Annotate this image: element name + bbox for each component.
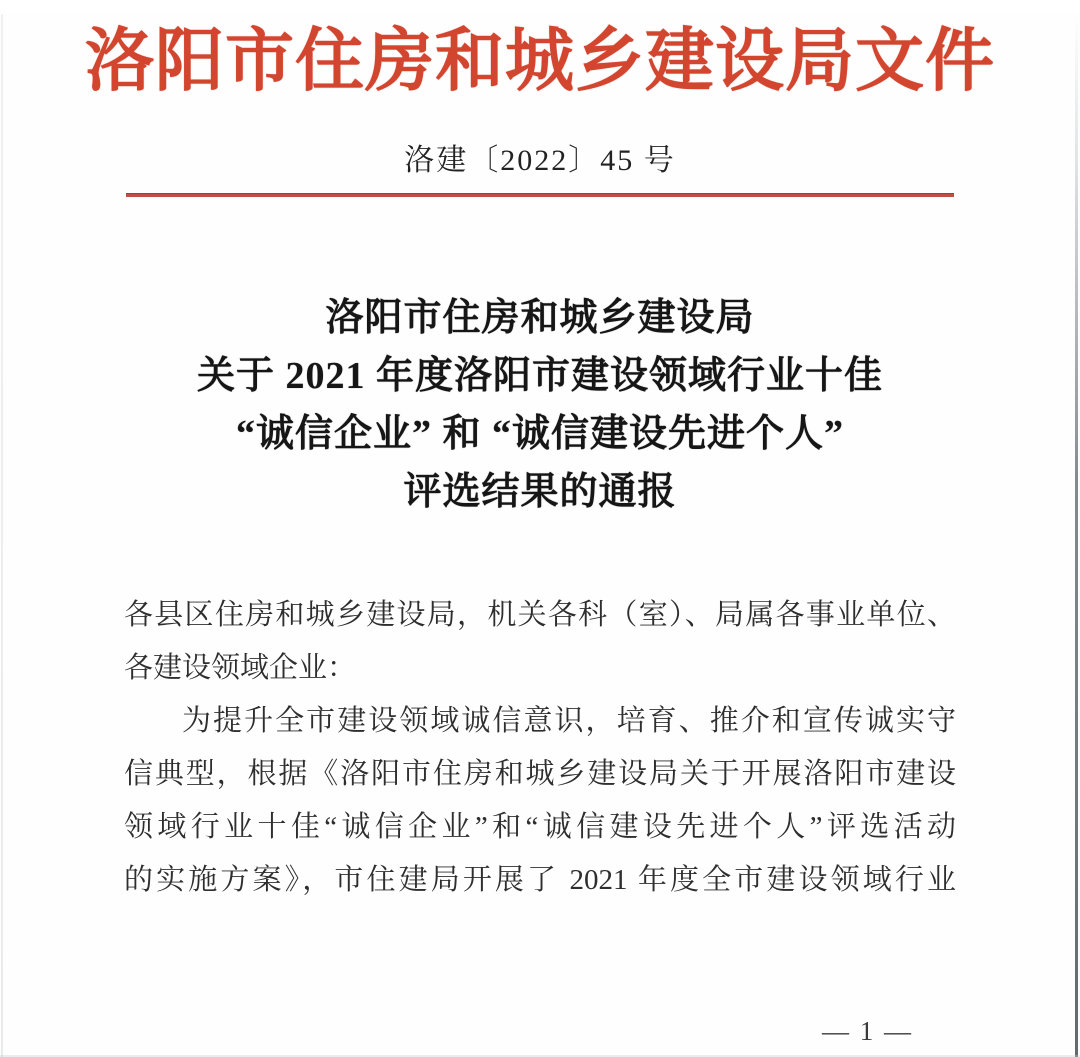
salutation-line-2: 各建设领域企业：: [124, 652, 357, 685]
document-page: [0, 14, 1080, 1057]
page-number: — 1 —: [822, 1016, 913, 1046]
salutation-line-1: 各县区住房和城乡建设局，机关各科（室）、局属各事业单位、: [124, 599, 956, 632]
red-divider-line: [126, 193, 954, 197]
title-line-3: “诚信企业” 和 “诚信建设先进个人”: [235, 413, 844, 456]
document-title: [0, 289, 1080, 521]
scan-edge-left: [1, 14, 3, 1057]
document-body: [124, 589, 956, 907]
scan-edge-right: [1075, 14, 1078, 1057]
title-line-2: 关于 2021 年度洛阳市建设领域行业十佳: [196, 355, 883, 398]
paragraph-line-3: 领域行业十佳“诚信企业”和“诚信建设先进个人”评选活动: [124, 811, 956, 844]
document-number: 洛建〔2022〕45 号: [404, 144, 676, 178]
paragraph-line-1: 为提升全市建设领域诚信意识，培育、推介和宣传诚实守: [182, 705, 956, 738]
paragraph-line-4: 的实施方案》，市住建局开展了 2021 年度全市建设领域行业: [124, 864, 956, 897]
title-line-1: 洛阳市住房和城乡建设局: [325, 297, 755, 340]
title-line-4: 评选结果的通报: [403, 471, 677, 514]
paragraph-line-2: 信典型，根据《洛阳市住房和城乡建设局关于开展洛阳市建设: [124, 758, 956, 791]
document-header-title: 洛阳市住房和城乡建设局文件: [85, 23, 995, 99]
